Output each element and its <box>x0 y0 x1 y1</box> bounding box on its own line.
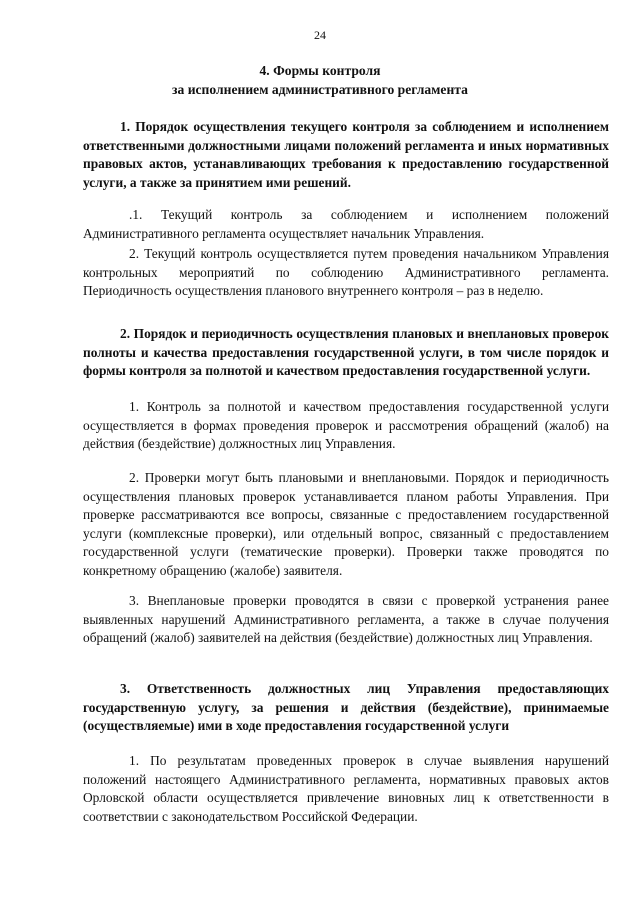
section-3-heading: 3. Ответственность должностных лиц Управления предоставляющих государственную услугу, за решения и действия (бездействие), принимаемые (осуществляемые) ими в ходе предоставления государственной услуги <box>83 681 609 734</box>
section-title-line2: за исполнением административного регламента <box>172 82 468 97</box>
section-2-paragraph-3: 3. Внеплановые проверки проводятся в связи с проверкой устранения ранее выявленных нарушений Административного регламента, а также в случае получения обращений (жалоб) заявителей на действия (бездействие) должностных лиц Управления. <box>83 593 609 646</box>
section-1-paragraph-1: .1. Текущий контроль за соблюдением и исполнением положений Административного регламента осуществляет начальник Управления. <box>83 207 609 241</box>
section-3-paragraph-1: 1. По результатам проведенных проверок в случае выявления нарушений положений настоящего Административного регламента, нормативных правовых актов Орловской области осуществляется привлечение виновных лиц к ответственности в соответствии с законодательством Российской Федерации. <box>83 753 609 824</box>
section-title-line1: 4. Формы контроля <box>259 63 381 78</box>
section-1-heading: 1. Порядок осуществления текущего контроля за соблюдением и исполнением ответственными должностными лицами положений регламента и иных нормативных правовых актов, устанавливающих требования к предоставлению государственной услуги, а также за принятием ими решений. <box>83 119 609 190</box>
section-2-heading: 2. Порядок и периодичность осуществления плановых и внеплановых проверок полноты и качества предоставления государственной услуги, в том числе порядок и формы контроля за полнотой и качеством предоставления государственной услуги. <box>83 326 609 379</box>
section-1-paragraph-2: 2. Текущий контроль осуществляется путем проведения начальником Управления контрольных мероприятий по соблюдению Административного регламента. Периодичность осуществления планового внутреннего контроля – раз в неделю. <box>83 246 609 299</box>
page-number: 24 <box>314 28 326 42</box>
section-2-paragraph-2: 2. Проверки могут быть плановыми и внеплановыми. Порядок и периодичность осуществления плановых проверок устанавливается планом работы Управления. При проверке рассматриваются все вопросы, связанные с предоставлением государственной услуги (комплексные проверки), или отдельный вопрос, связанный с предоставлением государственной услуги (тематические проверки). Проверки также проводятся по конкретному обращению (жалобе) заявителя. <box>83 470 609 578</box>
section-2-paragraph-1: 1. Контроль за полнотой и качеством предоставления государственной услуги осуществляется в формах проведения проверок и рассмотрения обращений (жалоб) на действия (бездействие) должностных лиц Управления. <box>83 399 609 452</box>
